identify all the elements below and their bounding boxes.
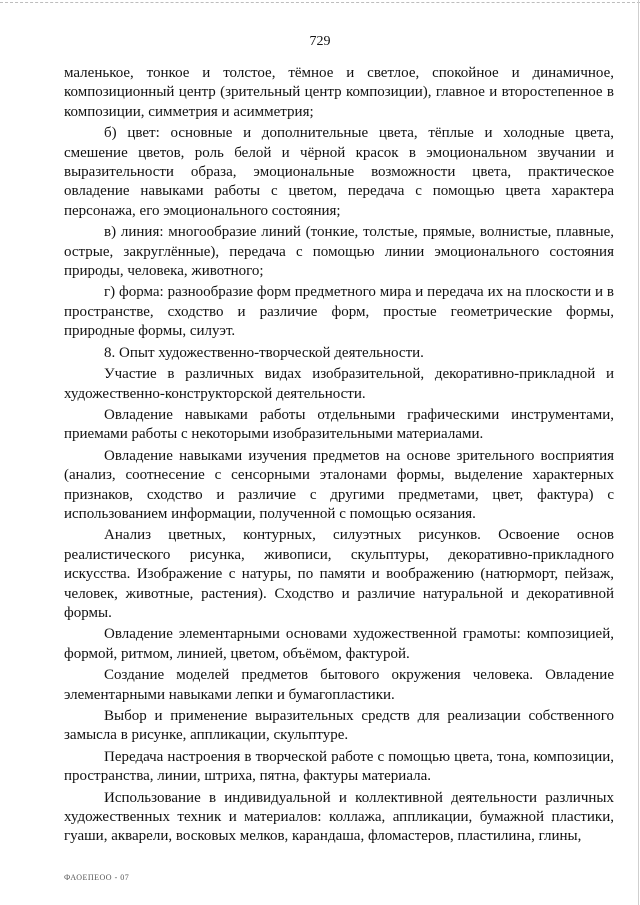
right-border-line xyxy=(638,0,639,905)
page-number: 729 xyxy=(309,34,331,49)
paragraph-continuation: маленькое, тонкое и толстое, тёмное и светлое, спокойное и динамичное, композиционный центр (зрительный центр композиции), главное и второстепенное в композиции, симметрия и асимметрия; xyxy=(64,65,614,120)
paragraph-color: б) цвет: основные и дополнительные цвета, тёплые и холодные цвета, смешение цветов, роль белой и чёрной красок в эмоциональном звучании и выразительности образа, эмоциональные возможности цвета, практическое овладение навыками работы с цветом, передача с помощью цвета характера персонажа, его эмоционального состояния; xyxy=(64,125,614,219)
top-border-line xyxy=(0,2,640,3)
footer-code: ФАОЕПЕОО - 07 xyxy=(64,873,130,882)
paragraph: Выбор и применение выразительных средств для реализации собственного замысла в рисунке, аппликации, скульптуре. xyxy=(64,708,614,744)
paragraph: Овладение навыками работы отдельными графическими инструментами, приемами работы с некоторыми изобразительными материалами. xyxy=(64,406,614,443)
section-heading-8: 8. Опыт художественно-творческой деятельности. xyxy=(104,344,424,361)
document-body xyxy=(64,64,614,849)
paragraph-form: г) форма: разнообразие форм предметного мира и передача их на плоскости и в пространстве, сходство и различие форм, простые геометрические формы, природные формы, силуэт. xyxy=(64,284,614,340)
paragraph: Анализ цветных, контурных, силуэтных рисунков. Освоение основ реалистического рисунка, живописи, скульптуры, декоративно-прикладного искусства. Изображение с натуры, по памяти и воображению (натюрморт, пейзаж, человек, животные, растения). Сходство и различие натуральной и декоративной формы. xyxy=(64,527,614,621)
paragraph: Овладение элементарными основами художественной грамоты: композицией, формой, ритмом, линией, цветом, объёмом, фактурой. xyxy=(64,626,614,662)
paragraph-line: в) линия: многообразие линий (тонкие, толстые, прямые, волнистые, плавные, острые, закруглённые), передача с помощью линии эмоционального состояния природы, человека, животного; xyxy=(64,224,614,280)
paragraph: Овладение навыками изучения предметов на основе зрительного восприятия (анализ, соотнесение с сенсорными эталонами формы, выделение характерных признаков, сходство и различие с другими предметами, цвет, фактура) с использованием информации, полученной с помощью осязания. xyxy=(64,447,614,522)
paragraph: Использование в индивидуальной и коллективной деятельности различных художественных техник и материалов: коллажа, аппликации, бумажной пластики, гуаши, акварели, восковых мелков, карандаша, фломастеров, пластилина, глины, xyxy=(64,789,614,845)
paragraph: Создание моделей предметов бытового окружения человека. Овладение элементарными навыками лепки и бумагопластики. xyxy=(64,667,614,703)
paragraph: Участие в различных видах изобразительной, декоративно-прикладной и художественно-конструкторской деятельности. xyxy=(64,366,614,402)
paragraph: Передача настроения в творческой работе с помощью цвета, тона, композиции, пространства, линии, штриха, пятна, фактуры материала. xyxy=(64,748,614,785)
